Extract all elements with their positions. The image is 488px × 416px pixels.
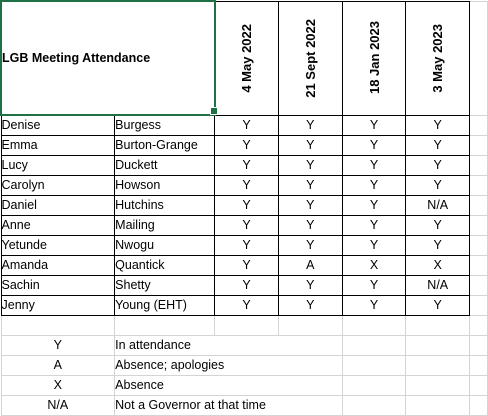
governor-row bbox=[1, 296, 488, 316]
sheet-title: LGB Meeting Attendance bbox=[2, 50, 151, 65]
attendance-cell[interactable]: X bbox=[406, 256, 470, 276]
attendance-cell[interactable]: Y bbox=[342, 296, 406, 316]
first-name-cell[interactable]: Denise bbox=[1, 115, 115, 136]
empty-cell[interactable] bbox=[470, 296, 488, 316]
governor-row bbox=[1, 216, 488, 236]
attendance-cell[interactable]: Y bbox=[342, 115, 406, 136]
legend-row bbox=[1, 356, 488, 376]
last-name-cell[interactable]: Duckett bbox=[115, 156, 215, 176]
legend-code[interactable]: Y bbox=[1, 336, 115, 356]
first-name-cell[interactable]: Jenny bbox=[1, 296, 115, 316]
governor-row bbox=[1, 156, 488, 176]
attendance-cell[interactable]: Y bbox=[342, 136, 406, 156]
empty-cell[interactable] bbox=[215, 316, 279, 336]
first-name-cell[interactable]: Yetunde bbox=[1, 236, 115, 256]
legend-meaning[interactable]: Not a Governor at that time bbox=[115, 396, 343, 416]
attendance-cell[interactable]: Y bbox=[215, 176, 279, 196]
empty-cell[interactable] bbox=[342, 316, 406, 336]
last-name-cell[interactable]: Burgess bbox=[115, 115, 215, 136]
empty-cell[interactable] bbox=[470, 256, 488, 276]
governor-row bbox=[1, 136, 488, 156]
attendance-cell[interactable]: Y bbox=[342, 196, 406, 216]
header-row bbox=[1, 1, 488, 115]
empty-cell[interactable] bbox=[406, 396, 470, 416]
governor-row bbox=[1, 196, 488, 216]
attendance-cell[interactable]: A bbox=[278, 256, 342, 276]
empty-cell[interactable] bbox=[470, 276, 488, 296]
attendance-cell[interactable]: Y bbox=[406, 236, 470, 256]
attendance-cell[interactable]: Y bbox=[406, 216, 470, 236]
empty-cell[interactable] bbox=[470, 176, 488, 196]
date-header: 3 May 2023 bbox=[430, 23, 446, 93]
empty-cell[interactable] bbox=[342, 396, 406, 416]
date-header-cell[interactable] bbox=[215, 1, 279, 115]
attendance-cell[interactable]: N/A bbox=[406, 276, 470, 296]
governor-row bbox=[1, 256, 488, 276]
legend-row bbox=[1, 336, 488, 356]
legend-code[interactable]: X bbox=[1, 376, 115, 396]
empty-cell[interactable] bbox=[470, 136, 488, 156]
attendance-cell[interactable]: Y bbox=[215, 276, 279, 296]
attendance-cell[interactable]: X bbox=[342, 256, 406, 276]
first-name-cell[interactable]: Lucy bbox=[1, 156, 115, 176]
attendance-cell[interactable]: Y bbox=[215, 115, 279, 136]
empty-cell[interactable] bbox=[406, 336, 470, 356]
attendance-cell[interactable]: Y bbox=[406, 115, 470, 136]
first-name-cell[interactable]: Emma bbox=[1, 136, 115, 156]
date-header: 21 Sept 2022 bbox=[302, 18, 318, 98]
first-name-cell[interactable]: Amanda bbox=[1, 256, 115, 276]
empty-cell[interactable] bbox=[470, 356, 488, 376]
attendance-cell[interactable]: Y bbox=[406, 156, 470, 176]
first-name-cell[interactable]: Daniel bbox=[1, 196, 115, 216]
governor-row bbox=[1, 115, 488, 136]
legend-meaning[interactable]: Absence bbox=[115, 376, 343, 396]
attendance-cell[interactable]: Y bbox=[215, 236, 279, 256]
legend-meaning[interactable]: In attendance bbox=[115, 336, 343, 356]
empty-cell[interactable] bbox=[342, 376, 406, 396]
attendance-cell[interactable]: Y bbox=[342, 216, 406, 236]
last-name-cell[interactable]: Mailing bbox=[115, 216, 215, 236]
attendance-cell[interactable]: Y bbox=[215, 256, 279, 276]
legend-code[interactable]: N/A bbox=[1, 396, 115, 416]
blank-row bbox=[1, 316, 488, 336]
empty-cell[interactable] bbox=[470, 216, 488, 236]
date-header: 18 Jan 2023 bbox=[366, 21, 382, 95]
first-name-cell[interactable]: Sachin bbox=[1, 276, 115, 296]
empty-cell[interactable] bbox=[470, 236, 488, 256]
title-cell[interactable] bbox=[1, 1, 215, 115]
attendance-cell[interactable]: Y bbox=[278, 216, 342, 236]
empty-cell[interactable] bbox=[1, 316, 115, 336]
last-name-cell[interactable]: Hutchins bbox=[115, 196, 215, 216]
attendance-cell[interactable]: Y bbox=[342, 236, 406, 256]
empty-cell[interactable] bbox=[470, 156, 488, 176]
empty-cell[interactable] bbox=[342, 356, 406, 376]
empty-cell[interactable] bbox=[406, 376, 470, 396]
empty-cell[interactable] bbox=[470, 376, 488, 396]
attendance-cell[interactable]: Y bbox=[406, 136, 470, 156]
attendance-cell[interactable]: Y bbox=[342, 276, 406, 296]
attendance-cell[interactable]: Y bbox=[215, 136, 279, 156]
attendance-cell[interactable]: Y bbox=[278, 136, 342, 156]
empty-cell[interactable] bbox=[470, 1, 488, 115]
attendance-cell[interactable]: Y bbox=[342, 176, 406, 196]
legend-meaning[interactable]: Absence; apologies bbox=[115, 356, 343, 376]
empty-cell[interactable] bbox=[470, 336, 488, 356]
last-name-cell[interactable]: Quantick bbox=[115, 256, 215, 276]
attendance-cell[interactable]: Y bbox=[278, 156, 342, 176]
first-name-cell[interactable]: Carolyn bbox=[1, 176, 115, 196]
empty-cell[interactable] bbox=[278, 316, 342, 336]
last-name-cell[interactable]: Nwogu bbox=[115, 236, 215, 256]
empty-cell[interactable] bbox=[342, 336, 406, 356]
last-name-cell[interactable]: Young (EHT) bbox=[115, 296, 215, 316]
date-header-cell[interactable] bbox=[342, 1, 406, 115]
empty-cell[interactable] bbox=[470, 316, 488, 336]
attendance-cell[interactable]: Y bbox=[215, 196, 279, 216]
last-name-cell[interactable]: Howson bbox=[115, 176, 215, 196]
date-header-cell[interactable] bbox=[406, 1, 470, 115]
empty-cell[interactable] bbox=[406, 316, 470, 336]
attendance-cell[interactable]: Y bbox=[278, 115, 342, 136]
empty-cell[interactable] bbox=[406, 356, 470, 376]
attendance-cell[interactable]: Y bbox=[215, 216, 279, 236]
empty-cell[interactable] bbox=[470, 196, 488, 216]
empty-cell[interactable] bbox=[470, 115, 488, 136]
attendance-cell[interactable]: Y bbox=[278, 196, 342, 216]
attendance-cell[interactable]: Y bbox=[278, 276, 342, 296]
empty-cell[interactable] bbox=[115, 316, 215, 336]
attendance-cell[interactable]: Y bbox=[215, 156, 279, 176]
fill-handle[interactable] bbox=[210, 107, 218, 115]
governor-row bbox=[1, 276, 488, 296]
first-name-cell[interactable]: Anne bbox=[1, 216, 115, 236]
governor-row bbox=[1, 176, 488, 196]
attendance-cell[interactable]: N/A bbox=[406, 196, 470, 216]
attendance-cell[interactable]: Y bbox=[342, 156, 406, 176]
legend-code[interactable]: A bbox=[1, 356, 115, 376]
last-name-cell[interactable]: Burton-Grange bbox=[115, 136, 215, 156]
governor-row bbox=[1, 236, 488, 256]
empty-cell[interactable] bbox=[470, 396, 488, 416]
attendance-cell[interactable]: Y bbox=[278, 296, 342, 316]
legend-row bbox=[1, 376, 488, 396]
last-name-cell[interactable]: Shetty bbox=[115, 276, 215, 296]
attendance-cell[interactable]: Y bbox=[406, 176, 470, 196]
attendance-cell[interactable]: Y bbox=[406, 296, 470, 316]
attendance-cell[interactable]: Y bbox=[215, 296, 279, 316]
attendance-cell[interactable]: Y bbox=[278, 176, 342, 196]
legend-row bbox=[1, 396, 488, 416]
date-header-cell[interactable] bbox=[278, 1, 342, 115]
date-header: 4 May 2022 bbox=[239, 23, 255, 93]
attendance-cell[interactable]: Y bbox=[278, 236, 342, 256]
